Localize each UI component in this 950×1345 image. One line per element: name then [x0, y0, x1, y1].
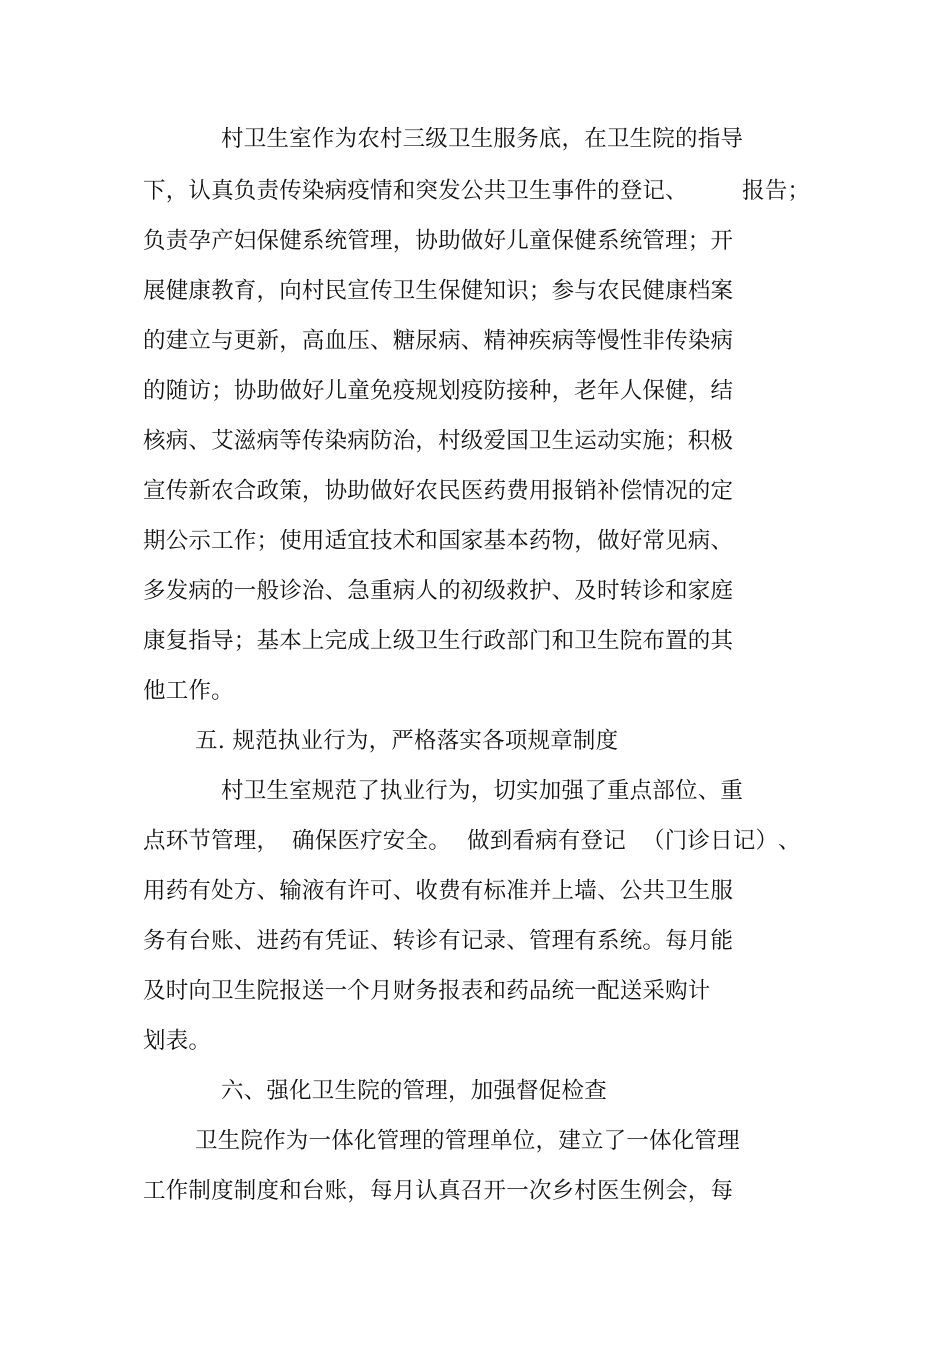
paragraph-line: 点环节管理，: [143, 828, 280, 854]
paragraph-line: 的建立与更新，高血压、糖尿病、精神疾病等慢性非传染病: [143, 328, 734, 354]
paragraph-line: 用药有处方、输液有许可、收费有标准并上墙、公共卫生服: [143, 878, 734, 904]
paragraph-line: （门诊日记）: [642, 828, 779, 854]
paragraph-line: 宣传新农合政策，协助做好农民医药费用报销补偿情况的定: [143, 478, 734, 504]
section-heading: 六、强化卫生院的管理，加强督促检查: [221, 1078, 607, 1104]
paragraph-line: 康复指导；基本上完成上级卫生行政部门和卫生院布置的其: [143, 628, 734, 654]
paragraph-line: 下，认真负责传染病疫情和突发公共卫生事件的登记、: [143, 178, 688, 204]
paragraph-line: 负责孕产妇保健系统管理，协助做好儿童保健系统管理；开: [143, 228, 734, 254]
paragraph-line: 村卫生室规范了执业行为，切实加强了重点部位、重: [221, 778, 744, 804]
paragraph-line: 及时向卫生院报送一个月财务报表和药品统一配送采购计: [143, 978, 711, 1004]
paragraph-line: 期公示工作；使用适宜技术和国家基本药物，做好常见病、: [143, 528, 734, 554]
paragraph-line: 划表。: [143, 1028, 212, 1054]
paragraph-line: 确保医疗安全。: [292, 828, 451, 854]
section-heading: 五. 规范执业行为，严格落实各项规章制度: [195, 728, 619, 754]
paragraph-line: 做到看病有登记: [467, 828, 626, 854]
paragraph-line: 、: [778, 828, 801, 854]
paragraph-line: 工作制度制度和台账，每月认真召开一次乡村医生例会，每: [143, 1178, 734, 1204]
paragraph-line: 村卫生室作为农村三级卫生服务底，在卫生院的指导: [221, 126, 744, 152]
paragraph-line: 的随访；协助做好儿童免疫规划疫防接种，老年人保健，结: [143, 378, 734, 404]
paragraph-line: 卫生院作为一体化管理的管理单位，建立了一体化管理: [195, 1128, 740, 1154]
paragraph-line: 他工作。: [143, 678, 234, 704]
paragraph-line: 核病、艾滋病等传染病防治，村级爱国卫生运动实施；积极: [143, 428, 734, 454]
paragraph-line: 报告；: [742, 178, 811, 204]
paragraph-line: 务有台账、进药有凭证、转诊有记录、管理有系统。每月能: [143, 928, 734, 954]
paragraph-line: 多发病的一般诊治、急重病人的初级救护、及时转诊和家庭: [143, 578, 734, 604]
paragraph-line: 展健康教育，向村民宣传卫生保健知识；参与农民健康档案: [143, 278, 734, 304]
